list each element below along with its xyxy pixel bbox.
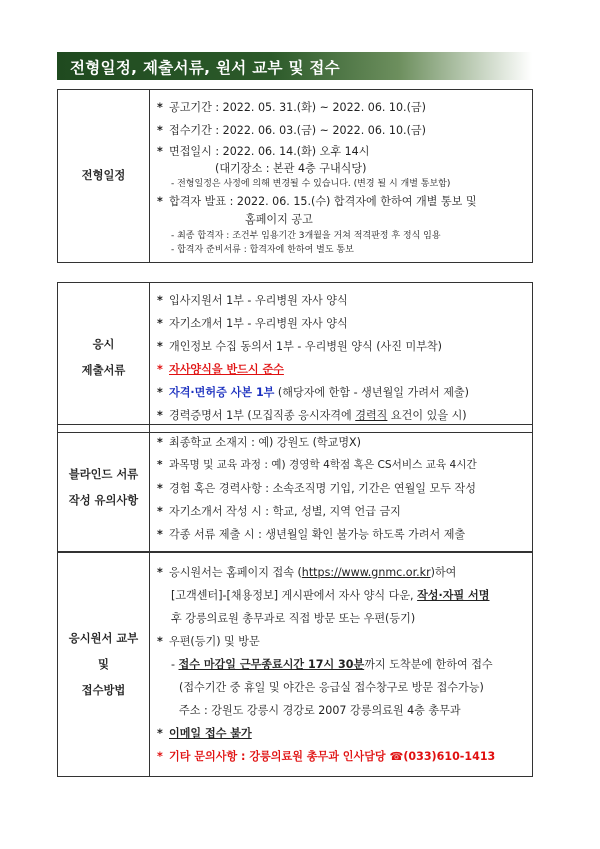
list-item: * 공고기간 : 2022. 05. 31.(화) ~ 2022. 06. 10.(금) xyxy=(157,101,426,114)
application-label: 응시원서 교부 및 접수방법 xyxy=(58,553,150,777)
list-item: * 응시원서는 홈페이지 접속 (https://www.gnmc.or.kr)하여 xyxy=(157,566,457,579)
list-item: * 이메일 접수 불가 xyxy=(157,727,252,740)
blind-guide-content xyxy=(150,425,533,552)
list-item: 주소 : 강원도 강릉시 경강로 2007 강릉의료원 4층 총무과 xyxy=(179,704,461,717)
list-item: * 자기소개서 작성 시 : 학교, 성별, 지역 언급 금지 xyxy=(157,505,401,518)
list-item: * 접수기간 : 2022. 06. 03.(금) ~ 2022. 06. 10.(금) xyxy=(157,124,426,137)
list-item: * 입사지원서 1부 - 우리병원 자사 양식 xyxy=(157,294,348,307)
documents-content xyxy=(150,283,533,433)
homepage-link[interactable]: https://www.gnmc.or.kr xyxy=(301,566,431,579)
list-item: * 최종학교 소재지 : 예) 강원도 (학교명X) xyxy=(157,436,361,449)
list-item: * 경험 혹은 경력사항 : 소속조직명 기입, 기간은 연월일 모두 작성 xyxy=(157,482,476,495)
list-item: * 기타 문의사항 : 강릉의료원 총무과 인사담당 ☎(033)610-1413 xyxy=(157,750,496,763)
documents-table xyxy=(57,282,533,433)
list-item: * 각종 서류 제출 시 : 생년월일 확인 불가능 하도록 가려서 제출 xyxy=(157,528,466,541)
schedule-content xyxy=(150,90,533,263)
application-content xyxy=(150,553,533,777)
list-item: [고객센터]-[채용정보] 게시판에서 자사 양식 다운, 작성·자필 서명 xyxy=(171,589,490,602)
list-item: * 자격·면허증 사본 1부 (해당자에 한함 - 생년월일 가려서 제출) xyxy=(157,386,469,399)
list-item: * 개인정보 수집 동의서 1부 - 우리병원 양식 (사진 미부착) xyxy=(157,340,442,353)
section-title-banner xyxy=(57,52,532,80)
list-item: * 자기소개서 1부 - 우리병원 자사 양식 xyxy=(157,317,348,330)
note-item: - 최종 합격자 : 조건부 임용기간 3개월을 거쳐 적격판정 후 정식 임용 xyxy=(171,231,441,241)
blind-guide-table xyxy=(57,424,533,552)
note-item: - 합격자 준비서류 : 합격자에 한하여 별도 통보 xyxy=(171,245,354,255)
documents-label: 응시 제출서류 xyxy=(58,283,150,433)
list-item: * 자사양식을 반드시 준수 xyxy=(157,363,284,376)
list-item: * 우편(등기) 및 방문 xyxy=(157,635,260,648)
list-item: * 과목명 및 교육 과정 : 예) 경영학 4학점 혹은 CS서비스 교육 4시간 xyxy=(157,459,477,471)
list-item: 홈페이지 공고 xyxy=(245,213,313,226)
note-item: - 전형일정은 사정에 의해 변경될 수 있습니다. (변경 될 시 개별 통보함) xyxy=(171,179,451,189)
list-item: 후 강릉의료원 총무과로 직접 방문 또는 우편(등기) xyxy=(171,612,416,625)
application-table xyxy=(57,552,533,777)
section-title: 전형일정, 제출서류, 원서 교부 및 접수 xyxy=(70,59,340,77)
list-item: * 면접일시 : 2022. 06. 14.(화) 오후 14시 xyxy=(157,145,370,158)
schedule-label: 전형일정 xyxy=(58,90,150,263)
list-item: * 경력증명서 1부 (모집직종 응시자격에 경력직 요건이 있을 시) xyxy=(157,409,467,422)
list-item: * 합격자 발표 : 2022. 06. 15.(수) 합격자에 한하여 개별 통보 및 xyxy=(157,195,477,208)
list-item: (접수기간 중 휴일 및 야간은 응급실 접수창구로 방문 접수가능) xyxy=(179,681,484,694)
list-item: - 접수 마감일 근무종료시간 17시 30분까지 도착분에 한하여 접수 xyxy=(171,658,493,671)
schedule-table xyxy=(57,89,533,263)
list-item: (대기장소 : 본관 4층 구내식당) xyxy=(215,162,367,175)
blind-guide-label: 블라인드 서류 작성 유의사항 xyxy=(58,425,150,552)
